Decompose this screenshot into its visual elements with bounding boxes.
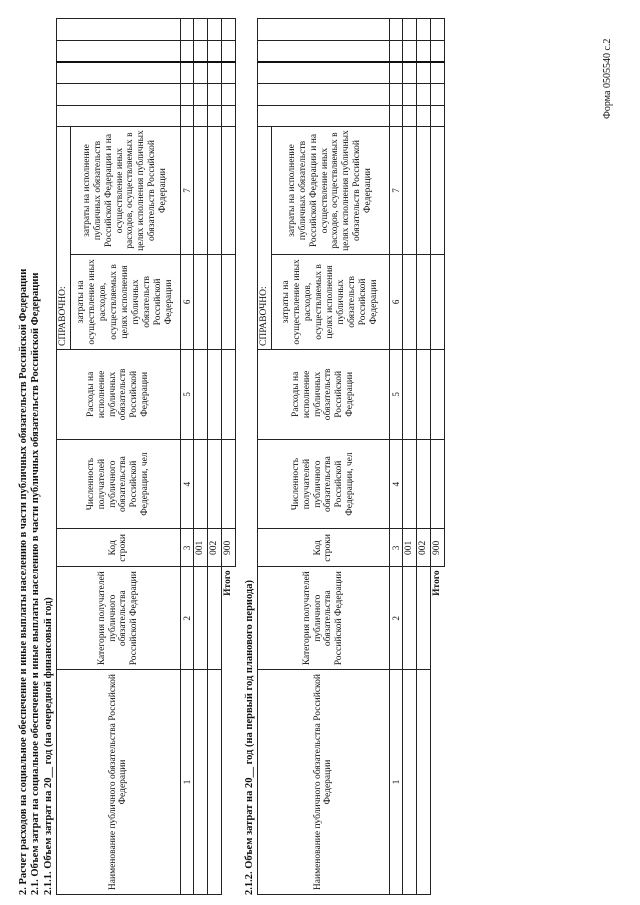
row-code: 001 bbox=[403, 529, 417, 567]
col-number: 1 bbox=[180, 670, 193, 895]
form-code: Форма 0505540 с.2 bbox=[602, 38, 613, 119]
row-code: 001 bbox=[194, 529, 208, 567]
col-header-code: Код строки bbox=[57, 529, 181, 567]
col-number: 2 bbox=[389, 567, 402, 670]
col-number: 4 bbox=[180, 439, 193, 529]
total-label: Итого bbox=[223, 570, 234, 596]
total-code: 900 bbox=[431, 529, 445, 567]
col-number: 5 bbox=[389, 349, 402, 439]
col-header-total-costs: затраты на исполнение публичных обязательств Российской Федерации и на осуществление иных расходов, осуществляемых в целях исполнения публичных обязательств Российской Федерации bbox=[70, 127, 180, 255]
col-number: 1 bbox=[389, 670, 402, 895]
col-number: 7 bbox=[389, 127, 402, 255]
reference-label: СПРАВОЧНО: bbox=[57, 127, 71, 350]
col-header-expenses: Расходы на исполнение публичных обязательств Российской Федерации bbox=[57, 349, 181, 439]
col-number: 6 bbox=[180, 254, 193, 349]
total-code: 900 bbox=[222, 529, 236, 567]
col-header-expenses: Расходы на исполнение публичных обязательств Российской Федерации bbox=[258, 349, 390, 439]
col-header-recipients: Численность получателей публичного обязательства Российской Федерации, чел bbox=[258, 439, 390, 529]
col-header-other-costs: затраты на осуществление иных расходов, осуществляемых в целях исполнения публичных обязательств Российской Федерации bbox=[70, 254, 180, 349]
col-number: 5 bbox=[180, 349, 193, 439]
col-number: 3 bbox=[389, 529, 402, 567]
col-number: 7 bbox=[180, 127, 193, 255]
col-header-obligation: Наименование публичного обязательства Российской Федерации bbox=[258, 670, 390, 895]
col-header-obligation: Наименование публичного обязательства Российской Федерации bbox=[57, 670, 181, 895]
col-number: 4 bbox=[389, 439, 402, 529]
expenses-table-1 bbox=[56, 18, 236, 895]
reference-label: СПРАВОЧНО: bbox=[258, 127, 272, 350]
col-header-other-costs: затраты на осуществление иных расходов, осуществляемых в целях исполнения публичных обязательств Российской Федерации bbox=[271, 254, 389, 349]
total-label: Итого bbox=[432, 570, 443, 596]
period-2-heading: 2.1.2. Объем затрат на 20__ год (на первый год планового периода) bbox=[244, 580, 255, 895]
row-code: 002 bbox=[417, 529, 431, 567]
section-heading: 2. Расчет расходов на социальное обеспечение и иные выплаты населению в части публичных обязательств Российской Федерации bbox=[18, 268, 29, 895]
col-header-recipients: Численность получателей публичного обязательства Российской Федерации, чел bbox=[57, 439, 181, 529]
col-header-code: Код строки bbox=[258, 529, 390, 567]
row-code: 002 bbox=[208, 529, 222, 567]
expenses-table-2 bbox=[257, 18, 445, 895]
col-number: 2 bbox=[180, 567, 193, 670]
col-number: 3 bbox=[180, 529, 193, 567]
subsection-heading: 2.1. Объем затрат на социальное обеспечение и иные выплаты населению в части публичных обязательств Российской Федерации bbox=[30, 272, 41, 895]
col-header-category: Категория получателей публичного обязательства Российской Федерации bbox=[57, 567, 181, 670]
col-number: 6 bbox=[389, 254, 402, 349]
col-header-category: Категория получателей публичного обязательства Российской Федерации bbox=[258, 567, 390, 670]
period-1-heading: 2.1.1. Объем затрат на 20__ год (на очередной финансовый год) bbox=[43, 597, 54, 895]
col-header-total-costs: затраты на исполнение публичных обязательств Российской Федерации и на осуществление иных расходов, осуществляемых в целях исполнения публичных обязательств Российской Федерации bbox=[271, 127, 389, 255]
